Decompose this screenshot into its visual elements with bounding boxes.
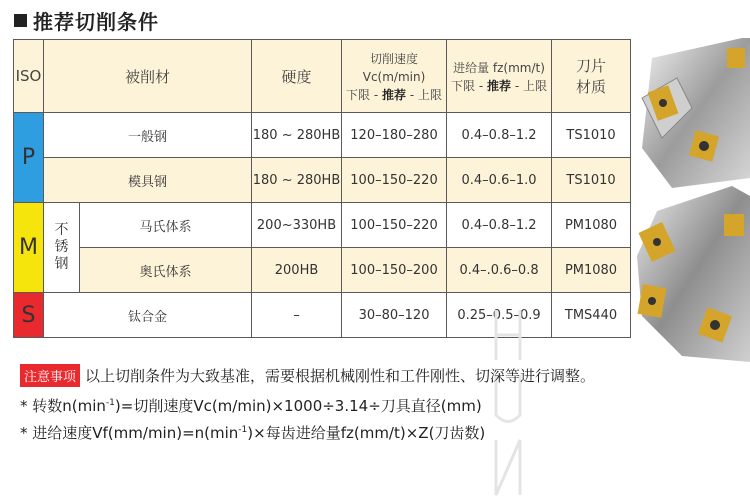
section-title [14,8,159,32]
table-row [14,113,631,158]
row-speed: 120–180–280 [342,113,447,158]
row-hardness: 180 ~ 280HB [252,113,342,158]
row-feed: 0.4–0.8–1.2 [447,113,552,158]
note-line [20,364,595,386]
header-grade: 刀片 材质 [552,40,631,113]
formula-rpm: * 转数$n(\min^{-1})=$切削速度Vc(m/min)×1000÷3.14÷刀具直径(mm) [20,397,482,415]
note-badge: 注意事项 [20,364,80,387]
iso-s-badge: S [14,293,44,338]
row-material: 马氏体系 [80,203,252,248]
stainless-label: 不 锈 钢 [44,203,80,293]
row-speed: 100–150–220 [342,203,447,248]
row-grade: TMS440 [552,293,631,338]
row-material: 奥氏体系 [80,248,252,293]
header-feed-title: 进给量 fz(mm/t) [453,60,545,75]
title-text: 推荐切削条件 [33,9,159,34]
row-feed: 0.4–.0.6–0.8 [447,248,552,293]
row-feed: 0.4–0.8–1.2 [447,203,552,248]
header-feed [447,40,552,113]
header-hardness: 硬度 [252,40,342,113]
header-speed-title: 切削速度 Vc(m/min) [362,51,426,84]
row-speed: 100–150–220 [342,158,447,203]
table-row [14,248,631,293]
row-feed: 0.25–0.5–0.9 [447,293,552,338]
table-row [14,203,631,248]
cutter-photo-top [632,38,750,188]
header-iso: ISO [14,40,44,113]
row-speed: 30–80–120 [342,293,447,338]
row-grade: TS1010 [552,158,631,203]
title-square-icon [14,14,27,27]
table-row [14,158,631,203]
row-hardness: 200~330HB [252,203,342,248]
note-text: 以上切削条件为大致基准，需要根据机械刚性和工件刚性、切深等进行调整。 [85,366,596,385]
row-feed: 0.4–0.6–1.0 [447,158,552,203]
row-material: 钛合金 [44,293,252,338]
header-feed-range: 下限 - 推荐 - 上限 [451,78,547,93]
header-speed-range: 下限 - 推荐 - 上限 [346,87,442,102]
watermark-logo [488,300,528,498]
row-hardness: 200HB [252,248,342,293]
iso-m-badge: M [14,203,44,293]
row-grade: PM1080 [552,248,631,293]
header-speed [342,40,447,113]
cutter-photo-bottom [632,186,750,362]
row-speed: 100–150–200 [342,248,447,293]
row-grade: TS1010 [552,113,631,158]
row-grade: PM1080 [552,203,631,248]
row-hardness: – [252,293,342,338]
iso-p-badge: P [14,113,44,203]
formula-feed-rate: * 进给速度$Vf(mm/\min)=n(\min^{-1})\times$每齿进给量fz(mm/t)×Z(刀齿数) [20,424,486,442]
row-material: 模具钢 [44,158,252,203]
header-material: 被削材 [44,40,252,113]
row-hardness: 180 ~ 280HB [252,158,342,203]
cutting-conditions-table [13,39,631,338]
row-material: 一般钢 [44,113,252,158]
table-header-row [14,40,631,113]
table-row [14,293,631,338]
